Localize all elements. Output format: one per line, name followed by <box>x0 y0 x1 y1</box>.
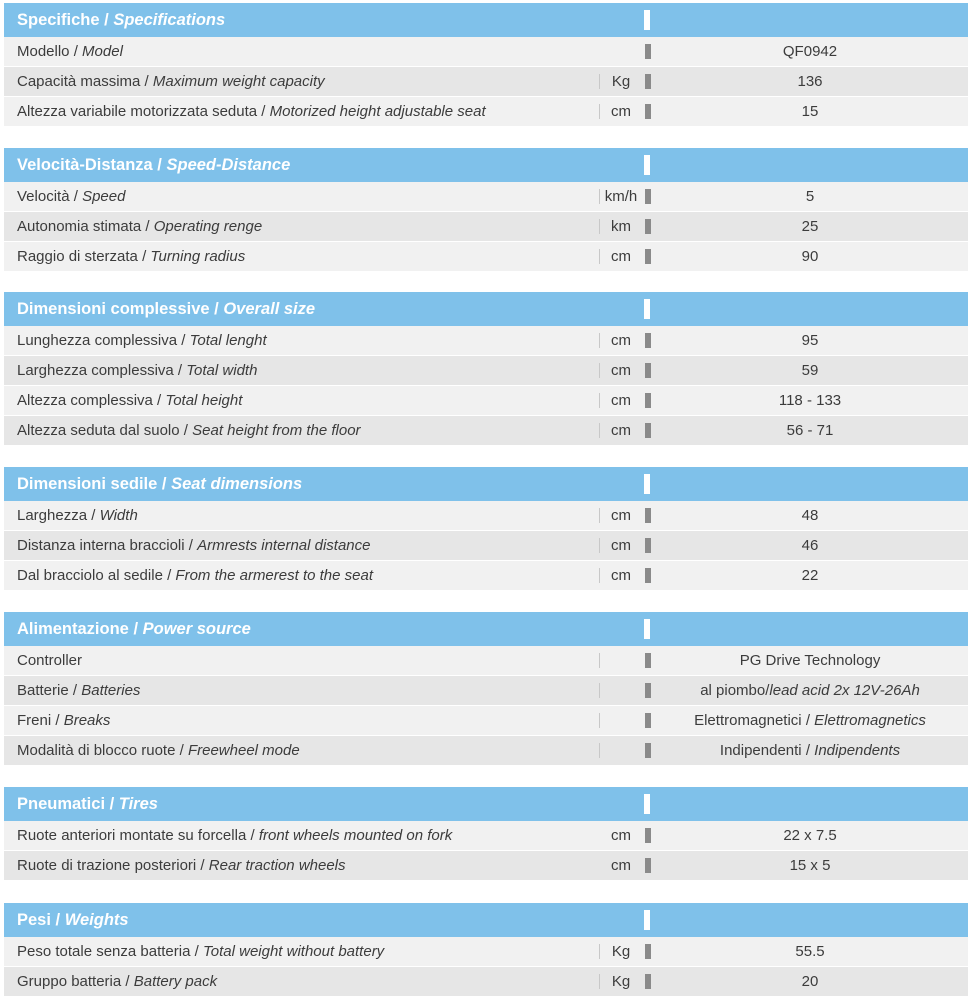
spec-label-en: Total weight without battery <box>202 943 385 960</box>
spec-label-en: Armrests internal distance <box>197 537 371 554</box>
section-header <box>4 612 968 646</box>
section-title: Alimentazione / Power source <box>17 620 251 638</box>
section-title: Specifiche / Specifications <box>17 11 226 29</box>
spec-value-it: 46 <box>801 537 819 554</box>
spec-value-it: 59 <box>801 362 819 379</box>
spec-label: Freni / Breaks <box>17 712 111 729</box>
spec-label-en: Motorized height adjustable seat <box>269 103 486 120</box>
spec-row <box>4 67 968 96</box>
spec-row <box>4 356 968 385</box>
section-header <box>4 292 968 326</box>
spec-value <box>652 531 968 560</box>
spec-label-en: Total lenght <box>189 332 267 349</box>
section-title: Pneumatici / Tires <box>17 795 158 813</box>
spec-unit: cm <box>611 248 631 265</box>
spec-label-en: Model <box>82 43 123 60</box>
spec-value <box>652 97 968 126</box>
spec-value-it: 25 <box>801 218 819 235</box>
spec-label-it: Dal bracciolo al sedile <box>17 567 163 584</box>
spec-value-it: 22 x 7.5 <box>783 827 837 844</box>
spec-label-en: Speed <box>82 188 126 205</box>
spec-label-it: Modalità di blocco ruote <box>17 742 176 759</box>
header-divider-bar <box>644 155 650 175</box>
spec-label-it: Autonomia stimata <box>17 218 142 235</box>
spec-value <box>652 326 968 355</box>
value-divider-bar <box>645 104 651 119</box>
spec-row <box>4 967 968 996</box>
spec-section <box>4 148 968 271</box>
spec-unit: cm <box>611 392 631 409</box>
spec-label-it: Modello <box>17 43 70 60</box>
spec-value <box>652 851 968 880</box>
spec-unit: cm <box>611 332 631 349</box>
section-title-it: Pneumatici <box>17 795 106 813</box>
section-title-it: Dimensioni complessive <box>17 300 210 318</box>
section-title-it: Alimentazione <box>17 620 129 638</box>
spec-label: Capacità massima / Maximum weight capacity <box>17 73 325 90</box>
unit-separator <box>599 683 600 698</box>
header-divider-bar <box>644 910 650 930</box>
spec-label-en: Maximum weight capacity <box>152 73 325 90</box>
spec-label-en: Batteries <box>81 682 141 699</box>
spec-label: Altezza complessiva / Total height <box>17 392 243 409</box>
section-title-it: Pesi <box>17 911 51 929</box>
value-divider-bar <box>645 189 651 204</box>
spec-label-en: Total width <box>186 362 258 379</box>
value-divider-bar <box>645 683 651 698</box>
spec-label <box>17 646 82 675</box>
spec-unit: cm <box>611 507 631 524</box>
spec-value: Elettromagnetici / Elettromagnetics <box>694 712 926 729</box>
spec-row <box>4 937 968 966</box>
spec-value <box>652 967 968 996</box>
spec-label-it: Controller <box>17 652 83 669</box>
spec-section <box>4 612 968 765</box>
section-title-en: Speed-Distance <box>166 156 291 174</box>
section-header <box>4 148 968 182</box>
value-divider-bar <box>645 508 651 523</box>
spec-label-it: Altezza complessiva <box>17 392 153 409</box>
value-divider-bar <box>645 423 651 438</box>
spec-label-it: Capacità massima <box>17 73 141 90</box>
spec-value-it: 118 - 133 <box>778 392 842 409</box>
spec-value-it: Elettromagnetici <box>694 712 802 729</box>
spec-label-en: Battery pack <box>133 973 218 990</box>
value-divider-bar <box>645 743 651 758</box>
spec-label-en: Breaks <box>63 712 111 729</box>
spec-label-en: Operating renge <box>153 218 263 235</box>
spec-value-it: 20 <box>801 973 819 990</box>
spec-value <box>652 416 968 445</box>
spec-label: Modalità di blocco ruote / Freewheel mode <box>17 742 300 759</box>
spec-row <box>4 706 968 735</box>
spec-unit: Kg <box>611 943 631 960</box>
spec-unit: km <box>611 218 631 235</box>
spec-value <box>652 501 968 530</box>
spec-label: Altezza variabile motorizzata seduta / Motorized height adjustable seat <box>17 103 486 120</box>
unit-separator <box>599 743 600 758</box>
spec-label: Gruppo batteria / Battery pack <box>17 973 218 990</box>
spec-value-it: 55.5 <box>795 943 825 960</box>
spec-label: Batterie / Batteries <box>17 682 141 699</box>
section-header <box>4 903 968 937</box>
spec-value-en: Indipendents <box>814 742 901 759</box>
spec-label-en: Turning radius <box>150 248 246 265</box>
header-divider-bar <box>644 794 650 814</box>
header-divider-bar <box>644 10 650 30</box>
spec-label: Larghezza / Width <box>17 507 138 524</box>
spec-label-it: Altezza variabile motorizzata seduta <box>17 103 258 120</box>
spec-row <box>4 821 968 850</box>
spec-row <box>4 212 968 241</box>
spec-label-it: Batterie <box>17 682 69 699</box>
spec-value-it: 15 x 5 <box>789 857 831 874</box>
value-divider-bar <box>645 974 651 989</box>
value-divider-bar <box>645 713 651 728</box>
section-title: Pesi / Weights <box>17 911 129 929</box>
spec-value: al piombo/lead acid 2x 12V-26Ah <box>700 682 920 699</box>
spec-label: Ruote anteriori montate su forcella / front wheels mounted on fork <box>17 827 453 844</box>
section-title: Dimensioni sedile / Seat dimensions <box>17 475 303 493</box>
spec-value <box>652 182 968 211</box>
spec-value-it: 56 - 71 <box>786 422 834 439</box>
spec-label: Ruote di trazione posteriori / Rear traction wheels <box>17 857 346 874</box>
section-title-en: Power source <box>142 620 251 638</box>
header-divider-bar <box>644 619 650 639</box>
spec-value-it: PG Drive Technology <box>739 652 881 669</box>
spec-label: Velocità / Speed <box>17 188 126 205</box>
spec-label-it: Peso totale senza batteria <box>17 943 191 960</box>
spec-row <box>4 736 968 765</box>
spec-label: Altezza seduta dal suolo / Seat height from the floor <box>17 422 361 439</box>
spec-section <box>4 3 968 126</box>
spec-unit: cm <box>611 857 631 874</box>
spec-label-en: Freewheel mode <box>187 742 300 759</box>
section-title-it: Velocità-Distanza <box>17 156 153 174</box>
spec-label: Peso totale senza batteria / Total weight without battery <box>17 943 385 960</box>
spec-label-it: Freni <box>17 712 52 729</box>
section-title-en: Tires <box>118 795 158 813</box>
value-divider-bar <box>645 568 651 583</box>
spec-row <box>4 182 968 211</box>
section-title-en: Seat dimensions <box>171 475 303 493</box>
value-divider-bar <box>645 333 651 348</box>
spec-value-it: 136 <box>797 73 823 90</box>
spec-label-en: From the armerest to the seat <box>175 567 373 584</box>
spec-value <box>652 212 968 241</box>
value-divider-bar <box>645 828 651 843</box>
spec-label-it: Larghezza complessiva <box>17 362 174 379</box>
spec-value <box>652 821 968 850</box>
spec-unit: cm <box>611 567 631 584</box>
spec-value-it: 5 <box>805 188 815 205</box>
section-title-en: Specifications <box>113 11 226 29</box>
value-divider-bar <box>645 44 651 59</box>
spec-section <box>4 467 968 590</box>
section-header <box>4 467 968 501</box>
spec-value <box>652 937 968 966</box>
header-divider-bar <box>644 299 650 319</box>
spec-label-it: Larghezza <box>17 507 88 524</box>
value-divider-bar <box>645 363 651 378</box>
spec-row <box>4 676 968 705</box>
spec-unit: cm <box>611 422 631 439</box>
spec-value <box>652 242 968 271</box>
spec-unit: cm <box>611 537 631 554</box>
value-divider-bar <box>645 249 651 264</box>
spec-unit: cm <box>611 827 631 844</box>
spec-row <box>4 531 968 560</box>
spec-value <box>652 37 968 66</box>
spec-row <box>4 97 968 126</box>
spec-value-it: 48 <box>801 507 819 524</box>
spec-value-it: 95 <box>801 332 819 349</box>
spec-unit: Kg <box>611 73 631 90</box>
section-title-it: Dimensioni sedile <box>17 475 158 493</box>
value-divider-bar <box>645 74 651 89</box>
spec-row <box>4 561 968 590</box>
spec-label: Larghezza complessiva / Total width <box>17 362 258 379</box>
value-divider-bar <box>645 538 651 553</box>
spec-label-it: Distanza interna braccioli <box>17 537 185 554</box>
value-divider-bar <box>645 858 651 873</box>
spec-unit: Kg <box>611 973 631 990</box>
spec-label-it: Ruote di trazione posteriori <box>17 857 197 874</box>
spec-value <box>652 67 968 96</box>
spec-unit: cm <box>611 362 631 379</box>
section-title: Dimensioni complessive / Overall size <box>17 300 316 318</box>
spec-value-en: Elettromagnetics <box>814 712 926 729</box>
spec-unit: km/h <box>604 188 638 205</box>
spec-row <box>4 326 968 355</box>
spec-row <box>4 501 968 530</box>
spec-row <box>4 851 968 880</box>
spec-label-it: Raggio di sterzata <box>17 248 138 265</box>
spec-label-en: Total height <box>165 392 243 409</box>
spec-value-it: 15 <box>801 103 819 120</box>
spec-value <box>652 561 968 590</box>
spec-row <box>4 386 968 415</box>
header-divider-bar <box>644 474 650 494</box>
spec-section <box>4 292 968 445</box>
spec-value <box>652 646 968 675</box>
spec-value: Indipendenti / Indipendents <box>719 742 901 759</box>
unit-separator <box>599 653 600 668</box>
value-divider-bar <box>645 944 651 959</box>
spec-label: Lunghezza complessiva / Total lenght <box>17 332 267 349</box>
section-header <box>4 3 968 37</box>
section-header <box>4 787 968 821</box>
spec-value <box>652 386 968 415</box>
spec-row <box>4 242 968 271</box>
section-title-en: Weights <box>64 911 129 929</box>
spec-value-it: 22 <box>801 567 819 584</box>
spec-value-en: lead acid 2x 12V-26Ah <box>769 682 920 699</box>
spec-label-it: Velocità <box>17 188 70 205</box>
spec-section <box>4 787 968 880</box>
spec-label-en: Seat height from the floor <box>192 422 361 439</box>
unit-separator <box>599 713 600 728</box>
value-divider-bar <box>645 653 651 668</box>
section-title-en: Overall size <box>223 300 316 318</box>
spec-unit: cm <box>611 103 631 120</box>
spec-label: Dal bracciolo al sedile / From the armerest to the seat <box>17 567 373 584</box>
spec-label: Modello / Model <box>17 43 123 60</box>
spec-label: Distanza interna braccioli / Armrests internal distance <box>17 537 371 554</box>
spec-value <box>652 356 968 385</box>
spec-label-it: Gruppo batteria <box>17 973 122 990</box>
section-title: Velocità-Distanza / Speed-Distance <box>17 156 291 174</box>
value-divider-bar <box>645 393 651 408</box>
spec-value-it: al piombo <box>700 682 766 699</box>
spec-label-en: Rear traction wheels <box>208 857 346 874</box>
spec-label: Raggio di sterzata / Turning radius <box>17 248 246 265</box>
spec-row <box>4 646 968 675</box>
spec-value-it: QF0942 <box>782 43 838 60</box>
spec-label-en: front wheels mounted on fork <box>258 827 453 844</box>
spec-value-it: Indipendenti <box>719 742 802 759</box>
section-title-it: Specifiche <box>17 11 100 29</box>
spec-label-it: Altezza seduta dal suolo <box>17 422 180 439</box>
spec-section <box>4 903 968 996</box>
spec-row <box>4 416 968 445</box>
spec-value-it: 90 <box>801 248 819 265</box>
spec-row <box>4 37 968 66</box>
spec-label-en: Width <box>99 507 138 524</box>
spec-label: Autonomia stimata / Operating renge <box>17 218 263 235</box>
spec-label-it: Lunghezza complessiva <box>17 332 178 349</box>
spec-label-it: Ruote anteriori montate su forcella <box>17 827 247 844</box>
value-divider-bar <box>645 219 651 234</box>
